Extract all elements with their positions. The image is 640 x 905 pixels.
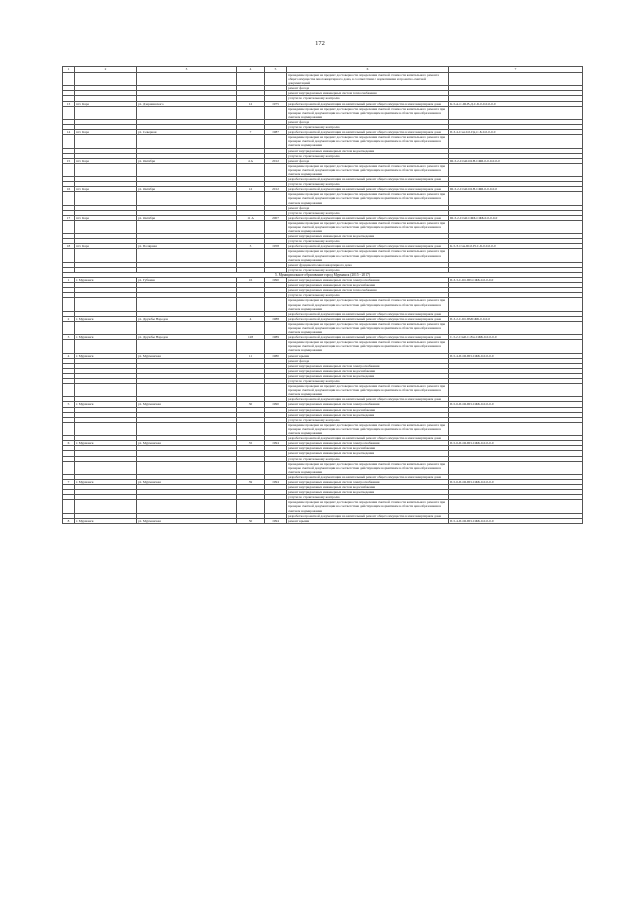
locality-cell [75, 321, 137, 334]
year-built-cell: 1994 [265, 441, 287, 446]
row-number: 13 [63, 101, 75, 106]
row-number [63, 192, 75, 205]
work-type-cell: ремонт внутридомовых инженерных систем водоснабжения [287, 485, 449, 490]
house-number-cell: 11 А [237, 215, 265, 220]
locality-cell: г. Мурманск [75, 278, 137, 283]
locality-cell: г. Мурманск [75, 479, 137, 484]
house-code-cell: П-3-2-С-Ш-ПМСЖБ-0-0-0-0 [449, 316, 583, 321]
house-code-cell [449, 163, 583, 176]
locality-cell [75, 422, 137, 435]
column-number: 4 [237, 67, 265, 73]
table-row [63, 518, 583, 523]
house-code-cell: П-3-3-С-Ш-ПП-СЖБ-0-0-0-0-0 [449, 278, 583, 283]
house-number-cell [237, 163, 265, 176]
work-type-cell: услуги по строительному контролю [287, 210, 449, 215]
year-built-cell: 1988 [265, 316, 287, 321]
work-type-cell: ремонт крыши [287, 518, 449, 523]
work-type-cell: услуги по строительному контролю [287, 417, 449, 422]
work-type-cell: разработка проектной документации на капитальный ремонт общего имущества в многоквартирном доме [287, 311, 449, 316]
street-cell [137, 249, 237, 262]
table-row [63, 321, 583, 334]
house-code-cell [449, 192, 583, 205]
locality-cell: пгт. Кара [75, 130, 137, 135]
street-cell [137, 220, 237, 233]
work-type-cell: проведение проверки на предмет достоверности определения сметной стоимости капитального ремонта при проверке сметной документации на соответствие действующим нормативам в области ценообразования в сметном нормировании [287, 135, 449, 148]
locality-cell: пгт. Кара [75, 215, 137, 220]
house-code-cell [449, 135, 583, 148]
work-type-cell: ремонт внутридомовых инженерных систем электроснабжения [287, 363, 449, 368]
year-built-cell [265, 461, 287, 474]
row-number: 6 [63, 441, 75, 446]
house-code-cell [449, 249, 583, 262]
work-type-cell: проведение проверки на предмет достоверности определения сметной стоимости капитального ремонта при проверке сметной документации на соответствие действующим нормативам в области ценообразования в сметном нормировании [287, 249, 449, 262]
work-type-cell: ремонт внутридомовых инженерных систем электроснабжения [287, 278, 449, 283]
locality-cell: пгт. Кара [75, 244, 137, 249]
locality-cell [75, 73, 137, 86]
locality-cell: г. Мурманск [75, 402, 137, 407]
work-type-cell: разработка проектной документации на капитальный ремонт общего имущества в многоквартирном доме [287, 335, 449, 340]
year-built-cell: 2012 [265, 187, 287, 192]
work-type-cell: ремонт фасада [287, 86, 449, 91]
row-number: 2 [63, 316, 75, 321]
work-type-cell: проведение проверки на предмет достоверности определения сметной стоимости капитального ремонта при проверке сметной документации на соответствие действующим нормативам в области ценообразования в сметном нормировании [287, 192, 449, 205]
street-cell [137, 461, 237, 474]
work-type-cell: проведение проверки на предмет достоверности определения сметной стоимости капитального ремонта при проверке сметной документации на соответствие действующим нормативам в области ценообразования в сметном нормировании [287, 384, 449, 397]
year-built-cell: 1989 [265, 335, 287, 340]
house-number-cell [237, 135, 265, 148]
row-number [63, 321, 75, 334]
house-number-cell [237, 461, 265, 474]
column-number: 6 [287, 67, 449, 73]
locality-cell [75, 500, 137, 513]
locality-cell [75, 384, 137, 397]
locality-cell: г. Мурманск [75, 518, 137, 523]
house-number-cell: 50 [237, 518, 265, 523]
house-number-cell: 30 [237, 402, 265, 407]
work-type-cell: разработка проектной документации на капитальный ремонт общего имущества в многоквартирном доме [287, 130, 449, 135]
work-type-cell: проведение проверки на предмет достоверности определения сметной стоимости капитального ремонта при проверке сметной документации на соответствие действующим нормативам в области ценообразования в сметном нормировании [287, 298, 449, 311]
year-built-cell [265, 298, 287, 311]
locality-cell [75, 461, 137, 474]
locality-cell [75, 192, 137, 205]
street-cell [137, 73, 237, 86]
row-number: 17 [63, 215, 75, 220]
table-row [63, 220, 583, 233]
row-number: 1 [63, 278, 75, 283]
house-number-cell: 35 [237, 441, 265, 446]
section-title: 5. Муниципальное образование город Мурманск (2015 - 2017) [63, 272, 583, 277]
year-built-cell: 1994 [265, 518, 287, 523]
table-row [63, 500, 583, 513]
work-type-cell: разработка проектной документации на капитальный ремонт общего имущества в многоквартирном доме [287, 187, 449, 192]
work-type-cell: ремонт внутридомовых инженерных систем водоотведения [287, 451, 449, 456]
row-number [63, 163, 75, 176]
work-type-cell: ремонт внутридомовых инженерных систем водоснабжения [287, 407, 449, 412]
house-number-cell: 12 [237, 187, 265, 192]
work-type-cell: ремонт внутридомовых инженерных систем водоотведения [287, 234, 449, 239]
table-row [63, 384, 583, 397]
house-code-cell [449, 340, 583, 353]
row-number [63, 106, 75, 119]
row-number [63, 73, 75, 86]
year-built-cell [265, 135, 287, 148]
street-cell: ул. Дружбы Народов [137, 335, 237, 340]
year-built-cell: 1994 [265, 479, 287, 484]
year-built-cell [265, 321, 287, 334]
house-number-cell: 11 [237, 353, 265, 358]
street-cell [137, 340, 237, 353]
row-number: 18 [63, 244, 75, 249]
locality-cell: г. Мурманск [75, 335, 137, 340]
work-type-cell: ремонт крыши [287, 353, 449, 358]
work-type-cell: разработка проектной документации на капитальный ремонт общего имущества в многоквартирном доме [287, 215, 449, 220]
house-number-cell [237, 384, 265, 397]
work-type-cell: проведение проверки на предмет достоверности определения сметной стоимости капитального ремонта при проверке сметной документации на соответствие действующим нормативам в области ценообразования в сметном нормировании [287, 461, 449, 474]
locality-cell [75, 298, 137, 311]
house-code-cell: П-5-4-П-Ш-ПП-СЖБ-0-0-0-0-0 [449, 353, 583, 358]
row-number: 5 [63, 402, 75, 407]
house-number-cell [237, 422, 265, 435]
locality-cell [75, 249, 137, 262]
work-type-cell: ремонт внутридомовых инженерных систем водоотведения [287, 148, 449, 153]
house-code-cell: П-5-4-П-Ш-ПП-СЖБ-0-0-0-0-0 [449, 518, 583, 523]
street-cell: ул. Мурманская [137, 441, 237, 446]
house-code-cell: К-3-Э-Сэм-Ш-0-Н-С-Б-0-0-0-0-0 [449, 244, 583, 249]
house-number-cell: 128 [237, 335, 265, 340]
house-number-cell: 4 А [237, 158, 265, 163]
row-number: 8 [63, 518, 75, 523]
street-cell: ул. Мурманская [137, 518, 237, 523]
house-code-cell [449, 73, 583, 86]
row-number [63, 249, 75, 262]
year-built-cell [265, 192, 287, 205]
work-type-cell: ремонт фасада [287, 205, 449, 210]
work-type-cell: разработка проектной документации на капитальный ремонт общего имущества в многоквартирном доме [287, 101, 449, 106]
street-cell [137, 500, 237, 513]
table-row [63, 163, 583, 176]
work-type-cell: ремонт внутридомовых инженерных систем водоснабжения [287, 446, 449, 451]
street-cell [137, 384, 237, 397]
table-row [63, 461, 583, 474]
locality-cell [75, 135, 137, 148]
house-code-cell: Ш-3-2-Стм0-Ш-Н-СЖБ-0-0-0-0-0 [449, 187, 583, 192]
row-number: 7 [63, 479, 75, 484]
work-type-cell: проведение проверки на предмет достоверности определения сметной стоимости капитального ремонта при проверке сметной документации на соответствие действующим нормативам в области ценообразования в сметном нормировании [287, 321, 449, 334]
house-number-cell [237, 340, 265, 353]
street-cell: ул. Северная [137, 130, 237, 135]
work-type-cell: ремонт внутридомовых инженерных систем водоснабжения [287, 368, 449, 373]
street-cell: ул. Мурманская [137, 353, 237, 358]
house-code-cell: П-5-6-П-Ш-ПП-СЖБ-0-0-0-0-0 [449, 479, 583, 484]
row-number [63, 298, 75, 311]
work-type-cell: проведение проверки на предмет достоверности определения сметной стоимости капитального ремонта при проверке сметной документации на соответствие действующим нормативам в области ценообразования в сметном нормировании [287, 340, 449, 353]
work-type-cell: ремонт фундамента многоквартирного дома [287, 262, 449, 267]
year-built-cell: 2007 [265, 215, 287, 220]
work-type-cell: разработка проектной документации на капитальный ремонт общего имущества в многоквартирном доме [287, 397, 449, 402]
house-code-cell [449, 220, 583, 233]
locality-cell [75, 340, 137, 353]
row-number [63, 461, 75, 474]
row-number [63, 135, 75, 148]
year-built-cell [265, 163, 287, 176]
street-cell: ул. Октября [137, 215, 237, 220]
street-cell [137, 106, 237, 119]
house-number-cell: 4 [237, 316, 265, 321]
work-type-cell: ремонт фасада [287, 158, 449, 163]
work-type-cell: ремонт внутридомовых инженерных систем водоотведения [287, 412, 449, 417]
row-number: 15 [63, 158, 75, 163]
house-number-cell: 7 [237, 130, 265, 135]
row-number: 4 [63, 353, 75, 358]
work-type-cell: разработка проектной документации на капитальный ремонт общего имущества в многоквартирном доме [287, 513, 449, 518]
year-built-cell: 1975 [265, 101, 287, 106]
locality-cell: пгт. Кара [75, 158, 137, 163]
house-number-cell [237, 500, 265, 513]
house-number-cell [237, 298, 265, 311]
locality-cell [75, 220, 137, 233]
work-type-cell: услуги по строительному контролю [287, 379, 449, 384]
work-type-cell: услуги по строительному контролю [287, 495, 449, 500]
street-cell: ул. Мурманская [137, 479, 237, 484]
street-cell [137, 298, 237, 311]
column-number: 5 [265, 67, 287, 73]
locality-cell: г. Мурманск [75, 353, 137, 358]
year-built-cell [265, 220, 287, 233]
work-type-cell: проведение проверки на предмет достоверности определения сметной стоимости капитального ремонта при проверке сметной документации на соответствие действующим нормативам в области ценообразования в сметном нормировании [287, 163, 449, 176]
work-type-cell: услуги по строительному контролю [287, 153, 449, 158]
street-cell: ул. Дружбы Народов [137, 316, 237, 321]
table-row [63, 135, 583, 148]
street-cell: ул. Дзержинского [137, 101, 237, 106]
house-number-cell [237, 106, 265, 119]
register-body [63, 67, 583, 524]
house-code-cell: К-3-А-С-Ш-В-Д-С-Б-0-0-0-0-0-0 [449, 101, 583, 106]
work-type-cell: ремонт внутридомовых инженерных систем водоотведения [287, 490, 449, 495]
work-type-cell: проведение проверки на предмет достоверности определения сметной стоимости капитального ремонта при проверке сметной документации на соответствие действующим нормативам в области ценообразования в сметном нормировании [287, 422, 449, 435]
year-built-cell [265, 73, 287, 86]
house-number-cell: 12 [237, 101, 265, 106]
year-built-cell [265, 500, 287, 513]
table-row [63, 249, 583, 262]
work-type-cell: проведение проверки на предмет достоверности определения сметной стоимости капитального ремонта при проверке сметной документации на соответствие действующим нормативам в области ценообразования в сметном нормировании [287, 500, 449, 513]
house-number-cell: 16 [237, 278, 265, 283]
work-type-cell: ремонт внутридомовых инженерных систем электроснабжения [287, 479, 449, 484]
year-built-cell: 1980 [265, 353, 287, 358]
column-number: 1 [63, 67, 75, 73]
year-built-cell: 1987 [265, 130, 287, 135]
house-code-cell [449, 321, 583, 334]
work-type-cell: ремонт внутридомовых инженерных систем электроснабжения [287, 402, 449, 407]
year-built-cell [265, 384, 287, 397]
house-code-cell: С-3-2-Сэм0-С-Ем-СЖБ-0-0-0-0-0 [449, 335, 583, 340]
house-number-cell: 3 [237, 244, 265, 249]
year-built-cell: 1990 [265, 278, 287, 283]
work-type-cell: услуги по строительному контролю [287, 182, 449, 187]
locality-cell [75, 106, 137, 119]
table-row [63, 422, 583, 435]
house-number-cell [237, 321, 265, 334]
row-number [63, 220, 75, 233]
street-cell [137, 422, 237, 435]
work-type-cell: проведение проверки на предмет достоверности определения сметной стоимости капитального ремонта при проверке сметной документации на соответствие действующим нормативам в области ценообразования в сметном нормировании [287, 106, 449, 119]
column-number: 7 [449, 67, 583, 73]
street-cell: ул. Октября [137, 187, 237, 192]
work-type-cell: проведение проверки на предмет достоверности определения сметной стоимости капитального ремонта общего имущества многоквартирного дома, в соответствии с нормативами и проектно-сметной документацией [287, 73, 449, 86]
work-type-cell: услуги по строительному контролю [287, 125, 449, 130]
year-built-cell [265, 249, 287, 262]
column-number: 2 [75, 67, 137, 73]
street-cell: ул. Губкина [137, 278, 237, 283]
row-number [63, 500, 75, 513]
street-cell [137, 163, 237, 176]
work-type-cell: ремонт внутридомовых инженерных систем электроснабжения [287, 441, 449, 446]
work-type-cell: услуги по строительному контролю [287, 267, 449, 272]
work-type-cell: ремонт фасада [287, 358, 449, 363]
house-code-cell: Ш-3-2-Стм0-Ш-Н-СЖБ-0-0-0-0-0-0 [449, 158, 583, 163]
row-number [63, 340, 75, 353]
house-code-cell: П-5-6-П-Ш-ПП-СЖБ-0-0-0-0-0 [449, 402, 583, 407]
year-built-cell: 2012 [265, 158, 287, 163]
row-number: 3 [63, 335, 75, 340]
house-code-cell: П-3-4-Сэм-0-0-Пд-С-Б-0-0-0-0-0 [449, 130, 583, 135]
work-type-cell: услуги по строительному контролю [287, 293, 449, 298]
house-number-cell [237, 220, 265, 233]
table-row [63, 106, 583, 119]
work-type-cell: ремонт внутридомовых инженерных систем теплоснабжения [287, 91, 449, 96]
column-number: 3 [137, 67, 237, 73]
row-number [63, 422, 75, 435]
street-cell: ул. Мурманская [137, 402, 237, 407]
work-type-cell: ремонт внутридомовых инженерных систем теплоснабжения [287, 288, 449, 293]
table-row [63, 340, 583, 353]
table-row [63, 192, 583, 205]
locality-cell: пгт. Кара [75, 187, 137, 192]
house-code-cell [449, 298, 583, 311]
work-type-cell: разработка проектной документации на капитальный ремонт общего имущества в многоквартирном доме [287, 474, 449, 479]
row-number: 14 [63, 130, 75, 135]
street-cell [137, 135, 237, 148]
work-type-cell: услуги по строительному контролю [287, 239, 449, 244]
table-row [63, 298, 583, 311]
house-code-cell [449, 106, 583, 119]
work-type-cell: разработка проектной документации на капитальный ремонт общего имущества в многоквартирном доме [287, 316, 449, 321]
year-built-cell [265, 422, 287, 435]
register-table [62, 66, 583, 524]
work-type-cell: ремонт внутридомовых инженерных систем водоотведения [287, 373, 449, 378]
street-cell: ул. Полярная [137, 244, 237, 249]
locality-cell: г. Мурманск [75, 316, 137, 321]
work-type-cell: проведение проверки на предмет достоверности определения сметной стоимости капитального ремонта при проверке сметной документации на соответствие действующим нормативам в области ценообразования в сметном нормировании [287, 220, 449, 233]
locality-cell: пгт. Кара [75, 101, 137, 106]
page-number: 172 [315, 40, 325, 47]
house-code-cell: Ш-3-2-Стм0-СЖБ-СЖБ-0-0-0-0-0 [449, 215, 583, 220]
year-built-cell [265, 340, 287, 353]
house-code-cell: П-5-6-П-Ш-ПП-СЖБ-0-0-0-0-0 [449, 441, 583, 446]
row-number: 16 [63, 187, 75, 192]
row-number [63, 384, 75, 397]
street-cell [137, 192, 237, 205]
house-number-cell [237, 73, 265, 86]
house-number-cell [237, 249, 265, 262]
locality-cell: г. Мурманск [75, 441, 137, 446]
street-cell: ул. Октября [137, 158, 237, 163]
work-type-cell: услуги по строительному контролю [287, 96, 449, 101]
work-type-cell: услуги по строительному контролю [287, 456, 449, 461]
house-code-cell [449, 422, 583, 435]
work-type-cell: разработка проектной документации на капитальный ремонт общего имущества в многоквартирном доме [287, 177, 449, 182]
year-built-cell: 1958 [265, 244, 287, 249]
work-type-cell: разработка проектной документации на капитальный ремонт общего имущества в многоквартирном доме [287, 244, 449, 249]
house-code-cell [449, 384, 583, 397]
table-row [63, 73, 583, 86]
year-built-cell: 1990 [265, 402, 287, 407]
work-type-cell: разработка проектной документации на капитальный ремонт общего имущества в многоквартирном доме [287, 436, 449, 441]
house-number-cell [237, 192, 265, 205]
house-number-cell: 39 [237, 479, 265, 484]
work-type-cell: ремонт фасада [287, 119, 449, 124]
house-code-cell [449, 500, 583, 513]
house-code-cell [449, 461, 583, 474]
year-built-cell [265, 106, 287, 119]
locality-cell [75, 163, 137, 176]
work-type-cell: ремонт внутридомовых инженерных систем водоснабжения [287, 283, 449, 288]
street-cell [137, 321, 237, 334]
